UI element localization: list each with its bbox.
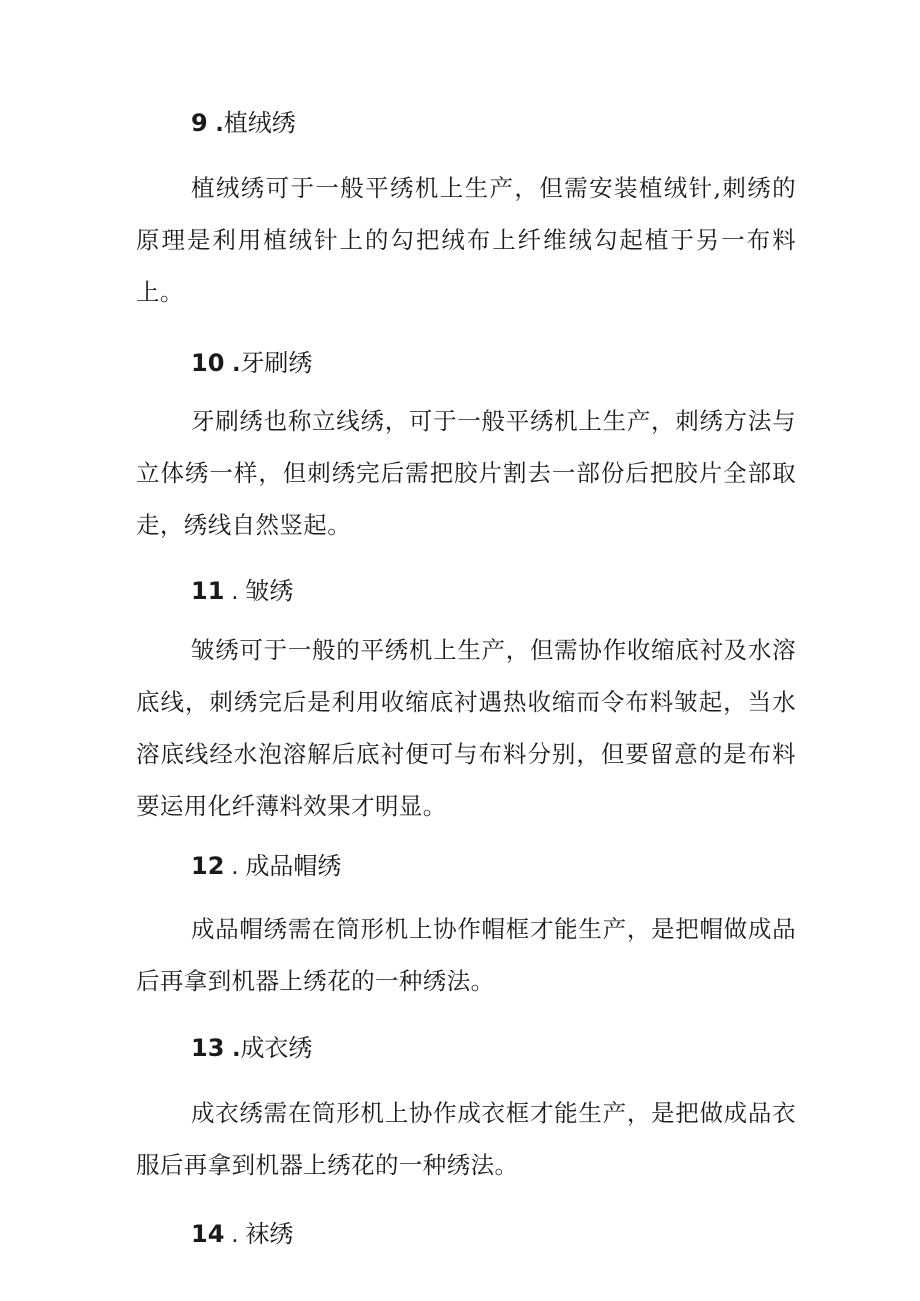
- section-separator: .: [207, 112, 224, 137]
- section-paragraph: 牙刷绣也称立线绣，可于一般平绣机上生产，刺绣方法与立体绣一样，但刺绣完后需把胶片割去一部份后把胶片全部取走，绣线自然竖起。: [136, 407, 796, 539]
- section-13: [136, 1029, 796, 1191]
- section-paragraph: 皱绣可于一般的平绣机上生产，但需协作收缩底衬及水溶底线，刺绣完后是利用收缩底衬遇热收缩而令布料皱起，当水溶底线经水泡溶解后底衬便可与布料分别，但要留意的是布料要运用化纤薄料效果才明显。: [136, 636, 796, 820]
- section-separator: .: [224, 580, 246, 605]
- section-heading: [136, 344, 796, 382]
- section-separator: .: [224, 1037, 241, 1062]
- section-paragraph: 成品帽绣需在筒形机上协作帽框才能生产，是把帽做成品后再拿到机器上绣花的一种绣法。: [136, 915, 796, 995]
- section-title: 植绒绣: [223, 109, 296, 137]
- section-separator: .: [224, 855, 246, 880]
- section-9: [136, 104, 796, 318]
- section-10: [136, 344, 796, 551]
- section-title: 成衣绣: [240, 1034, 313, 1062]
- section-11: [136, 572, 796, 832]
- section-paragraph: 成衣绣需在筒形机上协作成衣框才能生产，是把做成品衣服后再拿到机器上绣花的一种绣法。: [136, 1099, 796, 1179]
- section-heading: [136, 572, 796, 610]
- section-number: 13: [191, 1034, 225, 1062]
- section-heading: [136, 1029, 796, 1067]
- section-number: 11: [191, 577, 225, 605]
- section-paragraph: 植绒绣可于一般平绣机上生产，但需安装植绒针,刺绣的原理是利用植绒针上的勾把绒布上纤维绒勾起植于另一布料上。: [136, 174, 796, 306]
- section-14: [136, 1215, 796, 1253]
- section-heading: [136, 847, 796, 885]
- section-title: 牙刷绣: [240, 349, 313, 377]
- section-number: 9: [191, 109, 208, 137]
- section-title: 皱绣: [245, 577, 294, 605]
- section-heading: [136, 104, 796, 142]
- document-body: [136, 104, 796, 1253]
- section-heading: [136, 1215, 796, 1253]
- section-number: 12: [191, 852, 225, 880]
- section-12: [136, 847, 796, 1007]
- section-number: 10: [191, 349, 225, 377]
- section-number: 14: [191, 1220, 225, 1248]
- section-separator: .: [224, 1223, 246, 1248]
- section-title: 成品帽绣: [245, 852, 342, 880]
- section-title: 袜绣: [245, 1220, 294, 1248]
- section-separator: .: [224, 352, 241, 377]
